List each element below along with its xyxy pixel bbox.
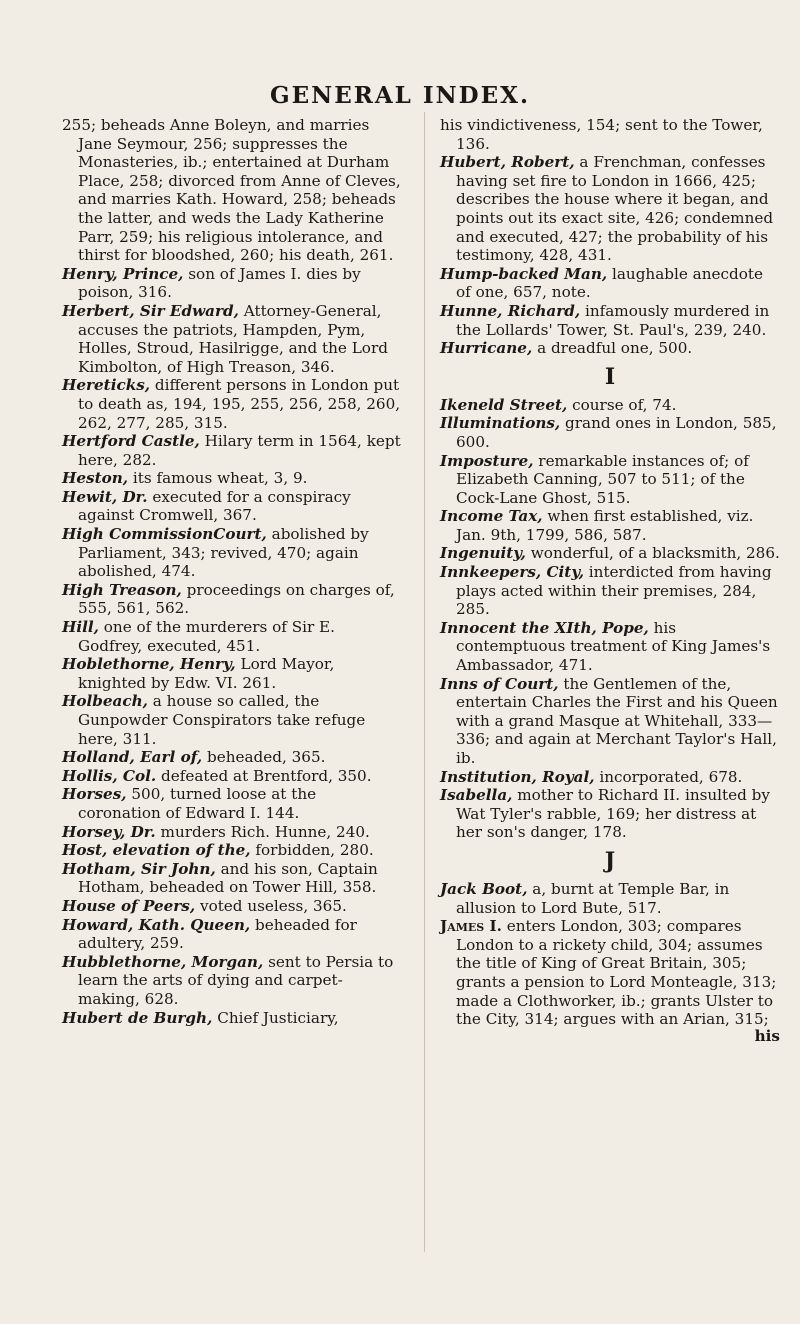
index-entry: Henry, Prince, son of James I. dies by poison, 316. xyxy=(62,264,361,302)
index-entry: Hereticks, different persons in London put to death as, 194, 195, 255, 256, 258, 260, 262, 277, 285, 315. xyxy=(62,376,401,432)
index-entry: Innocent the XIth, Pope, his contemptuous treatment of King James's Ambassador, 471. xyxy=(440,618,771,675)
index-entry: Innkeepers, City, interdicted from having plays acted within their premises, 284, 285. xyxy=(440,563,772,619)
section-letter-j: J xyxy=(604,847,616,874)
index-entry: Hump-backed Man, laughable anecdote of one, 657, note. xyxy=(440,264,763,302)
index-entry: Hurricane, a dreadful one, 500. xyxy=(440,339,693,358)
index-entry: Hertford Castle, Hilary term in 1564, kept here, 282. xyxy=(62,432,401,469)
index-entry: Horses, 500, turned loose at the coronation of Edward I. 144. xyxy=(62,785,317,822)
index-entry: House of Peers, voted useless, 365. xyxy=(62,896,347,915)
index-entry: Hoblethorne, Henry, Lord Mayor, knighted by Edw. VI. 261. xyxy=(62,655,335,692)
index-entry: 255; beheads Anne Boleyn, and marries Jane Seymour, 256; suppresses the Monasteries, ib.; entertained at Durham Place, 258; divorced from Anne of Cleves, and marries Kath. Howard, 258; beheads the latter, and weds the Lady Katherine Parr, 259; his religious intolerance, and thirst for bloodshed, 260; his death, 261. xyxy=(62,116,401,265)
index-entry: Hubert, Robert, a Frenchman, confesses having set fire to London in 1666, 425; describes the house where it began, and points out its exact site, 426; condemned and executed, 427; the probability of his testimony, 428, 431. xyxy=(440,153,774,265)
index-entry: Inns of Court, the Gentlemen of the, entertain Charles the First and his Queen with a grand Masque at Whitehall, 333—336; and again at Merchant Taylor's Hall, ib. xyxy=(440,674,778,767)
index-entry: High Treason, proceedings on charges of, 555, 561, 562. xyxy=(62,580,395,618)
index-entry: Host, elevation of the, forbidden, 280. xyxy=(62,841,374,860)
index-entry: Institution, Royal, incorporated, 678. xyxy=(440,767,743,786)
index-entry: Holbeach, a house so called, the Gunpowder Conspirators take refuge here, 311. xyxy=(62,692,366,748)
column-divider xyxy=(424,112,425,1252)
index-entry: Imposture, remarkable instances of; of Elizabeth Canning, 507 to 511; of the Cock-Lane Ghost, 515. xyxy=(440,451,749,507)
index-entry: his vindictiveness, 154; sent to the Tower, 136. xyxy=(440,116,763,153)
index-entry: Herbert, Sir Edward, Attorney-General, accuses the patriots, Hampden, Pym, Holles, Stroud, Hasilrigge, and the Lord Kimbolton, of High Treason, 346. xyxy=(62,301,388,376)
index-entry: High CommissionCourt, abolished by Parliament, 343; revived, 470; again abolished, 474. xyxy=(62,525,369,581)
index-entry: James I. enters London, 303; compares London to a rickety child, 304; assumes the title of King of Great Britain, 305; grants a pension to Lord Monteagle, 313; made a Clothworker, ib.; grants Ulster to the City, 314; argues with an Arian, 315; xyxy=(440,917,777,1029)
index-entry: Horsey, Dr. murders Rich. Hunne, 240. xyxy=(62,822,370,841)
index-entry: Hunne, Richard, infamously murdered in the Lollards' Tower, St. Paul's, 239, 240. xyxy=(440,301,770,339)
catchword: his xyxy=(754,1026,780,1045)
right-column xyxy=(440,116,780,1045)
index-entry: Holland, Earl of, beheaded, 365. xyxy=(62,748,326,767)
index-entry: Hewit, Dr. executed for a conspiracy against Cromwell, 367. xyxy=(62,487,351,525)
left-column xyxy=(62,116,402,1027)
index-entry: Hollis, Col. defeated at Brentford, 350. xyxy=(62,766,372,785)
index-entry: Hill, one of the murderers of Sir E. Godfrey, executed, 451. xyxy=(62,618,335,655)
index-entry: Isabella, mother to Richard II. insulted by Wat Tyler's rabble, 169; her distress at her son's danger, 178. xyxy=(440,786,770,842)
section-letter-i: I xyxy=(604,363,616,390)
index-entry: Hotham, Sir John, and his son, Captain Hotham, beheaded on Tower Hill, 358. xyxy=(62,859,378,897)
index-entry: Ingenuity, wonderful, of a blacksmith, 286. xyxy=(440,544,780,563)
index-entry: Howard, Kath. Queen, beheaded for adultery, 259. xyxy=(62,915,357,953)
index-entry: Income Tax, when first established, viz. Jan. 9th, 1799, 586, 587. xyxy=(440,507,754,544)
index-entry: Heston, its famous wheat, 3, 9. xyxy=(62,469,308,488)
index-entry: Jack Boot, a, burnt at Temple Bar, in allusion to Lord Bute, 517. xyxy=(440,879,730,917)
page-title: GENERAL INDEX. xyxy=(270,82,530,109)
index-entry: Illuminations, grand ones in London, 585, 600. xyxy=(440,414,777,451)
index-entry: Hubblethorne, Morgan, sent to Persia to learn the arts of dying and carpet-making, 628. xyxy=(62,952,394,1008)
index-entry: Ikeneld Street, course of, 74. xyxy=(440,395,677,414)
index-entry: Hubert de Burgh, Chief Justiciary, xyxy=(62,1008,339,1027)
